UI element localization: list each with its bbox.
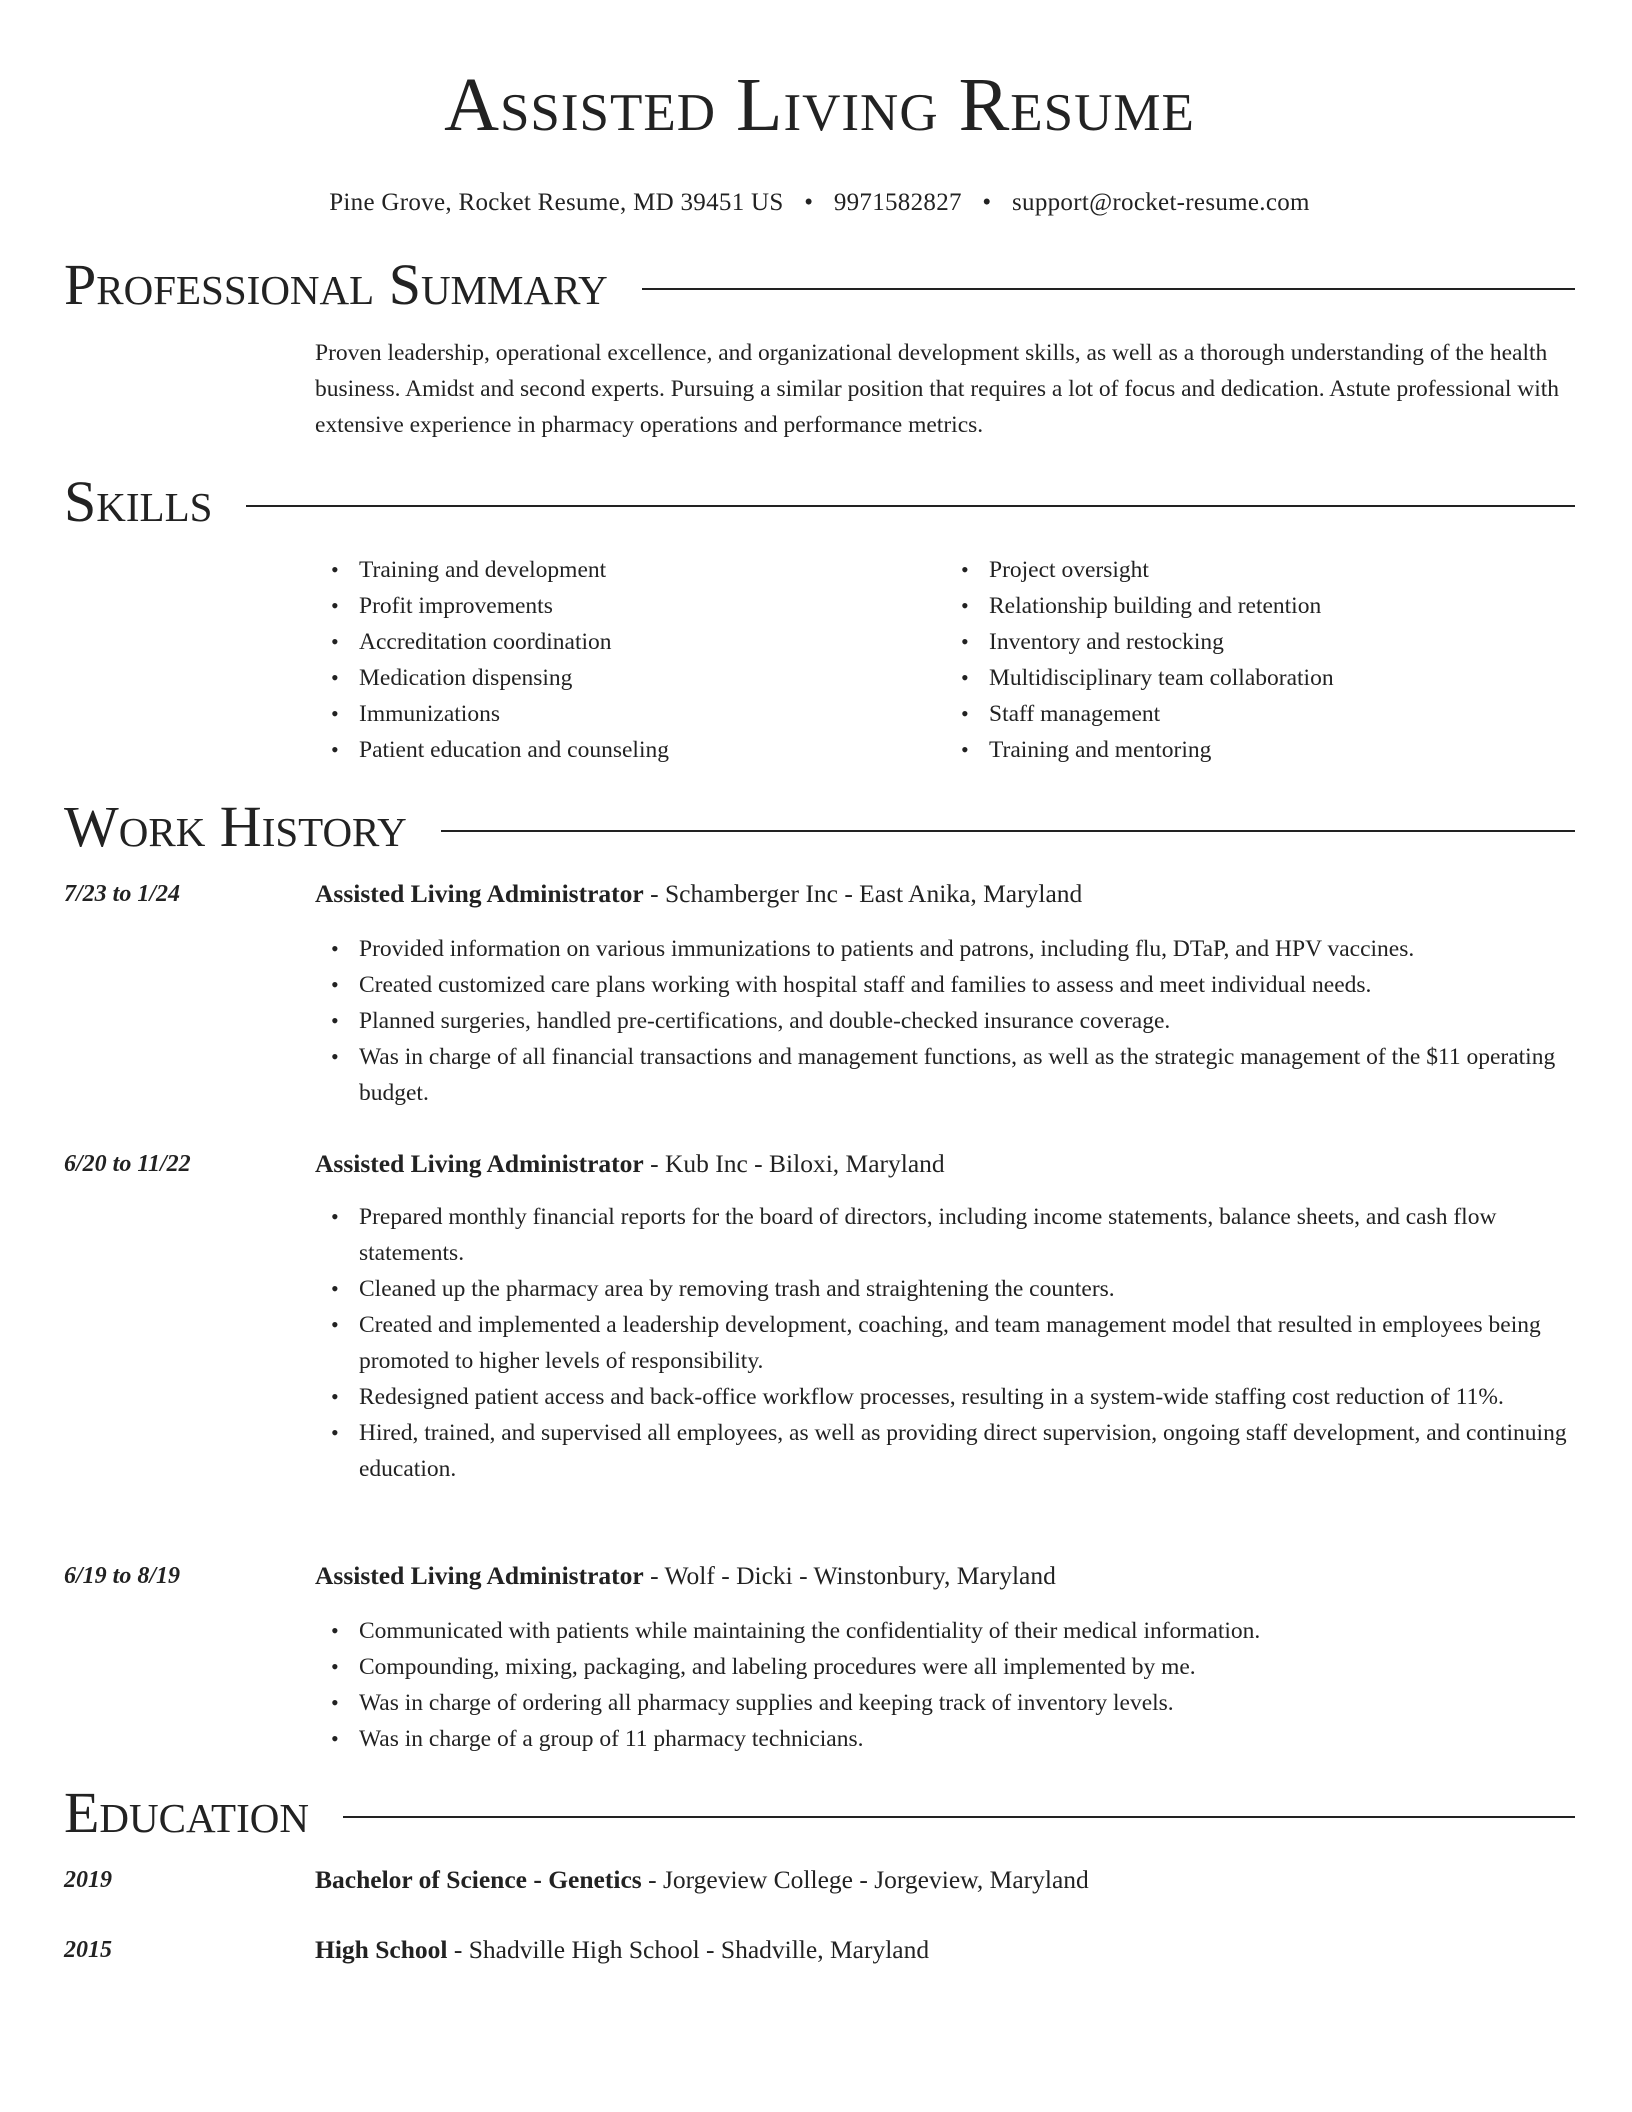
education-date: 2019: [64, 1867, 112, 1893]
work-heading: [315, 1146, 1575, 1182]
skill-item: • Training and development: [359, 552, 945, 588]
skill-item: • Inventory and restocking: [989, 624, 1575, 660]
work-heading: [315, 876, 1575, 912]
education-degree: Bachelor of Science - Genetics: [315, 1865, 642, 1894]
work-bullets: [359, 931, 1575, 1111]
skill-item: • Accreditation coordination: [359, 624, 945, 660]
work-date: 6/20 to 11/22: [64, 1151, 191, 1177]
work-bullets: [359, 1613, 1575, 1757]
work-section-title: Work History: [64, 794, 407, 859]
work-bullets: [359, 1199, 1575, 1487]
work-section-header: [64, 794, 1575, 859]
work-date: 7/23 to 1/24: [64, 881, 181, 907]
work-bullet: • Planned surgeries, handled pre-certifications, and double-checked insurance coverage.: [359, 1003, 1575, 1039]
summary-section-header: [64, 252, 1575, 317]
skill-item: • Profit improvements: [359, 588, 945, 624]
skill-item: • Patient education and counseling: [359, 732, 945, 768]
education-heading: [315, 1932, 1575, 1968]
section-divider: [441, 830, 1575, 832]
skills-column-right: [945, 552, 1575, 768]
work-bullet: • Redesigned patient access and back-office workflow processes, resulting in a system-wide staffing cost reduction of 11%.: [359, 1379, 1575, 1415]
skills-column-left: [315, 552, 945, 768]
education-section-title: Education: [64, 1780, 309, 1845]
work-position: Assisted Living Administrator: [315, 879, 644, 908]
resume-page: [64, 0, 1575, 1964]
contact-line: [64, 188, 1575, 218]
section-divider: [642, 288, 1575, 290]
skill-item: • Training and mentoring: [989, 732, 1575, 768]
work-bullet: • Created customized care plans working with hospital staff and families to assess and meet individual needs.: [359, 967, 1575, 1003]
education-section-header: [64, 1780, 1575, 1845]
work-bullet: • Communicated with patients while maintaining the confidentiality of their medical information.: [359, 1613, 1575, 1649]
skill-item: • Medication dispensing: [359, 660, 945, 696]
work-bullet: • Was in charge of ordering all pharmacy supplies and keeping track of inventory levels.: [359, 1685, 1575, 1721]
work-bullet: • Hired, trained, and supervised all employees, as well as providing direct supervision, ongoing staff development, and continuing education.: [359, 1415, 1575, 1487]
education-degree: High School: [315, 1935, 448, 1964]
work-details: - Kub Inc - Biloxi, Maryland: [643, 1149, 945, 1178]
work-details: - Wolf - Dicki - Winstonbury, Maryland: [643, 1561, 1056, 1590]
contact-address: Pine Grove, Rocket Resume, MD 39451 US: [329, 189, 784, 216]
work-bullet: • Provided information on various immunizations to patients and patrons, including flu, DTaP, and HPV vaccines.: [359, 931, 1575, 967]
skill-item: • Multidisciplinary team collaboration: [989, 660, 1575, 696]
section-divider: [246, 505, 1575, 507]
skill-item: • Relationship building and retention: [989, 588, 1575, 624]
work-bullet: • Was in charge of a group of 11 pharmacy technicians.: [359, 1721, 1575, 1757]
education-details: - Jorgeview College - Jorgeview, Maryland: [641, 1865, 1089, 1894]
skill-item: • Staff management: [989, 696, 1575, 732]
education-heading: [315, 1862, 1575, 1898]
skill-item: • Project oversight: [989, 552, 1575, 588]
work-bullet: • Was in charge of all financial transactions and management functions, as well as the strategic management of the $11 operating budget.: [359, 1039, 1575, 1111]
work-position: Assisted Living Administrator: [315, 1561, 644, 1590]
work-position: Assisted Living Administrator: [315, 1149, 644, 1178]
education-details: - Shadville High School - Shadville, Maryland: [447, 1935, 930, 1964]
work-details: - Schamberger Inc - East Anika, Maryland: [643, 879, 1083, 908]
work-bullet: • Cleaned up the pharmacy area by removing trash and straightening the counters.: [359, 1271, 1575, 1307]
contact-separator: •: [804, 189, 814, 216]
work-bullet: • Compounding, mixing, packaging, and labeling procedures were all implemented by me.: [359, 1649, 1575, 1685]
skills-section-title: Skills: [64, 469, 213, 534]
work-bullet: • Prepared monthly financial reports for the board of directors, including income statements, balance sheets, and cash flow statements.: [359, 1199, 1575, 1271]
summary-text: Proven leadership, operational excellence, and organizational development skills, as well as a thorough understanding of the health business. Amidst and second experts. Pursuing a similar position that requires a lot of focus and dedication. Astute professional with extensive experience in pharmacy operations and performance metrics.: [315, 340, 1559, 438]
resume-title: Assisted Living Resume: [444, 63, 1195, 147]
work-date: 6/19 to 8/19: [64, 1563, 181, 1589]
skill-item: • Immunizations: [359, 696, 945, 732]
contact-phone: 9971582827: [833, 189, 962, 216]
skills-list: [315, 552, 1575, 768]
work-bullet: • Created and implemented a leadership development, coaching, and team management model that resulted in employees being promoted to higher levels of responsibility.: [359, 1307, 1575, 1379]
summary-section-title: Professional Summary: [64, 252, 608, 317]
work-heading: [315, 1558, 1575, 1594]
contact-separator: •: [982, 189, 992, 216]
section-divider: [343, 1816, 1575, 1818]
skills-section-header: [64, 469, 1575, 534]
education-date: 2015: [64, 1937, 112, 1963]
contact-email: support@rocket-resume.com: [1012, 189, 1310, 216]
